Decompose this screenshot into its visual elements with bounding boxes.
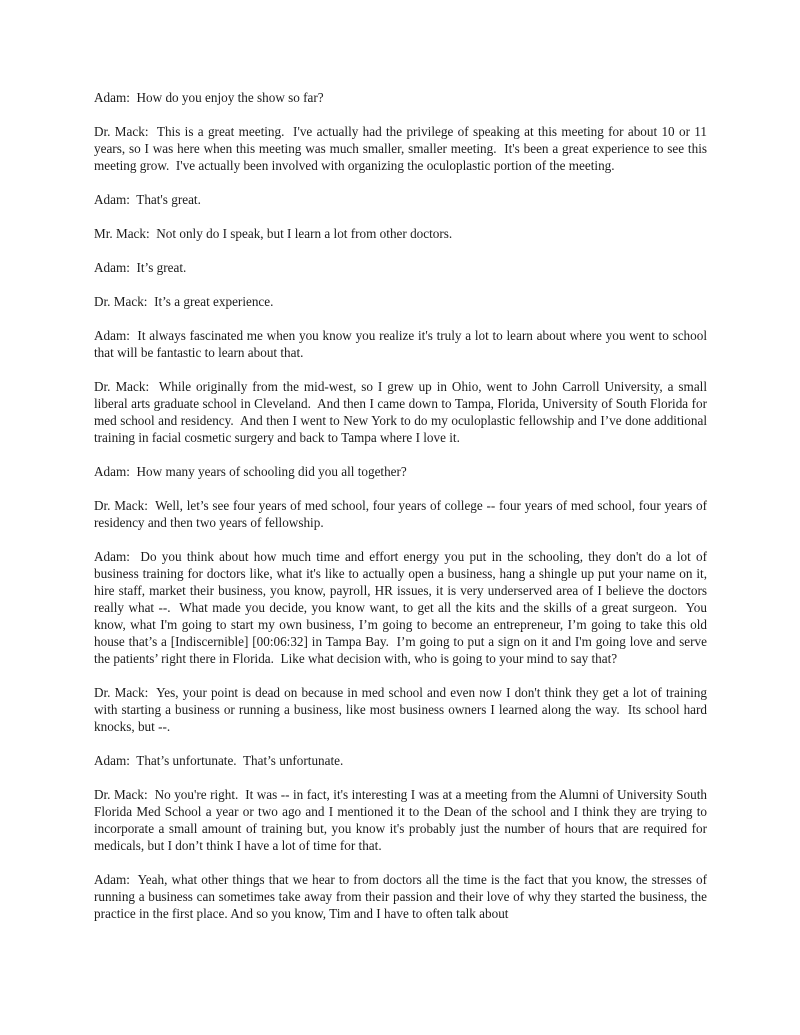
transcript-paragraph bbox=[94, 259, 707, 276]
speaker-label: Dr. Mack: bbox=[94, 294, 148, 309]
utterance-text: No you're right. It was -- in fact, it's interesting I was at a meeting from the Alumni of University South Florida Med School a year or two ago and I mentioned it to the Dean of the school and I think they are trying to incorporate a small amount of training but, you know it's probably just the number of hours that are required for medicals, but I don’t think I have a lot of time for that. bbox=[94, 787, 711, 853]
transcript-paragraph bbox=[94, 327, 711, 361]
speaker-label: Adam: bbox=[94, 192, 130, 207]
utterance-text: How do you enjoy the show so far? bbox=[136, 90, 324, 105]
transcript-paragraph bbox=[94, 497, 711, 531]
transcript-paragraph bbox=[94, 684, 711, 735]
utterance-text: Yeah, what other things that we hear to from doctors all the time is the fact that you know, the stresses of running a business can sometimes take away from their passion and their love of why they started the business, the practice in the first place. And so you know, Tim and I have to often talk about bbox=[94, 872, 711, 921]
utterance-text: It’s great. bbox=[136, 260, 187, 275]
utterance-text: It always fascinated me when you know you realize it's truly a lot to learn about where you went to school that will be fantastic to learn about that. bbox=[94, 328, 711, 360]
speaker-label: Dr. Mack: bbox=[94, 498, 148, 513]
transcript-paragraph bbox=[94, 752, 707, 769]
speaker-label: Dr. Mack: bbox=[94, 379, 150, 394]
speaker-label: Adam: bbox=[94, 90, 130, 105]
transcript-paragraph bbox=[94, 293, 707, 310]
speaker-label: Adam: bbox=[94, 260, 130, 275]
utterance-text: That's great. bbox=[136, 192, 201, 207]
utterance-text: How many years of schooling did you all together? bbox=[136, 464, 407, 479]
speaker-label: Adam: bbox=[94, 872, 130, 887]
speaker-label: Adam: bbox=[94, 753, 130, 768]
transcript-paragraph bbox=[94, 548, 711, 667]
speaker-label: Dr. Mack: bbox=[94, 787, 148, 802]
speaker-label: Adam: bbox=[94, 549, 130, 564]
speaker-label: Dr. Mack: bbox=[94, 124, 149, 139]
transcript-paragraph bbox=[94, 786, 711, 854]
transcript-paragraph bbox=[94, 123, 711, 174]
transcript-paragraph bbox=[94, 378, 711, 446]
utterance-text: That’s unfortunate. That’s unfortunate. bbox=[136, 753, 344, 768]
transcript-paragraph bbox=[94, 871, 711, 922]
speaker-label: Adam: bbox=[94, 328, 130, 343]
speaker-label: Adam: bbox=[94, 464, 130, 479]
utterance-text: Do you think about how much time and effort energy you put in the schooling, they don't do a lot of business training for doctors like, what it's like to actually open a business, hang a shingle up put your name on it, hire staff, market their business, you know, payroll, HR issues, it is very underserved area of I believe the doctors really what --. What made you decide, you know want, to get all the kits and the skills of a great surgeon. You know, what I'm going to start my own business, I’m going to become an entrepreneur, I’m going to take this old house that’s a [Indiscernible] [00:06:32] in Tampa Bay. I’m going to put a sign on it and I'm going love and serve the patients’ right there in Florida. Like what decision with, who is going to your mind to say that? bbox=[94, 549, 711, 666]
transcript-paragraph bbox=[94, 463, 707, 480]
utterance-text: Well, let’s see four years of med school, four years of college -- four years of med school, four years of residency and then two years of fellowship. bbox=[94, 498, 711, 530]
transcript-paragraph bbox=[94, 89, 707, 106]
transcript-paragraph bbox=[94, 191, 707, 208]
utterance-text: Not only do I speak, but I learn a lot from other doctors. bbox=[156, 226, 453, 241]
utterance-text: It’s a great experience. bbox=[154, 294, 274, 309]
speaker-label: Mr. Mack: bbox=[94, 226, 150, 241]
transcript bbox=[94, 89, 711, 922]
speaker-label: Dr. Mack: bbox=[94, 685, 149, 700]
utterance-text: While originally from the mid-west, so I grew up in Ohio, went to John Carroll University, a small liberal arts graduate school in Cleveland. And then I came down to Tampa, Florida, University of South Florida for med school and residency. And then I went to New York to do my oculoplastic fellowship and I’ve done additional training in facial cosmetic surgery and back to Tampa where I love it. bbox=[94, 379, 711, 445]
transcript-paragraph bbox=[94, 225, 707, 242]
utterance-text: This is a great meeting. I've actually had the privilege of speaking at this meeting for about 10 or 11 years, so I was here when this meeting was much smaller, smaller meeting. It's been a great experience to see this meeting grow. I've actually been involved with organizing the oculoplastic portion of the meeting. bbox=[94, 124, 711, 173]
utterance-text: Yes, your point is dead on because in med school and even now I don't think they get a lot of training with starting a business or running a business, like most business owners I learned along the way. Its school hard knocks, but --. bbox=[94, 685, 711, 734]
